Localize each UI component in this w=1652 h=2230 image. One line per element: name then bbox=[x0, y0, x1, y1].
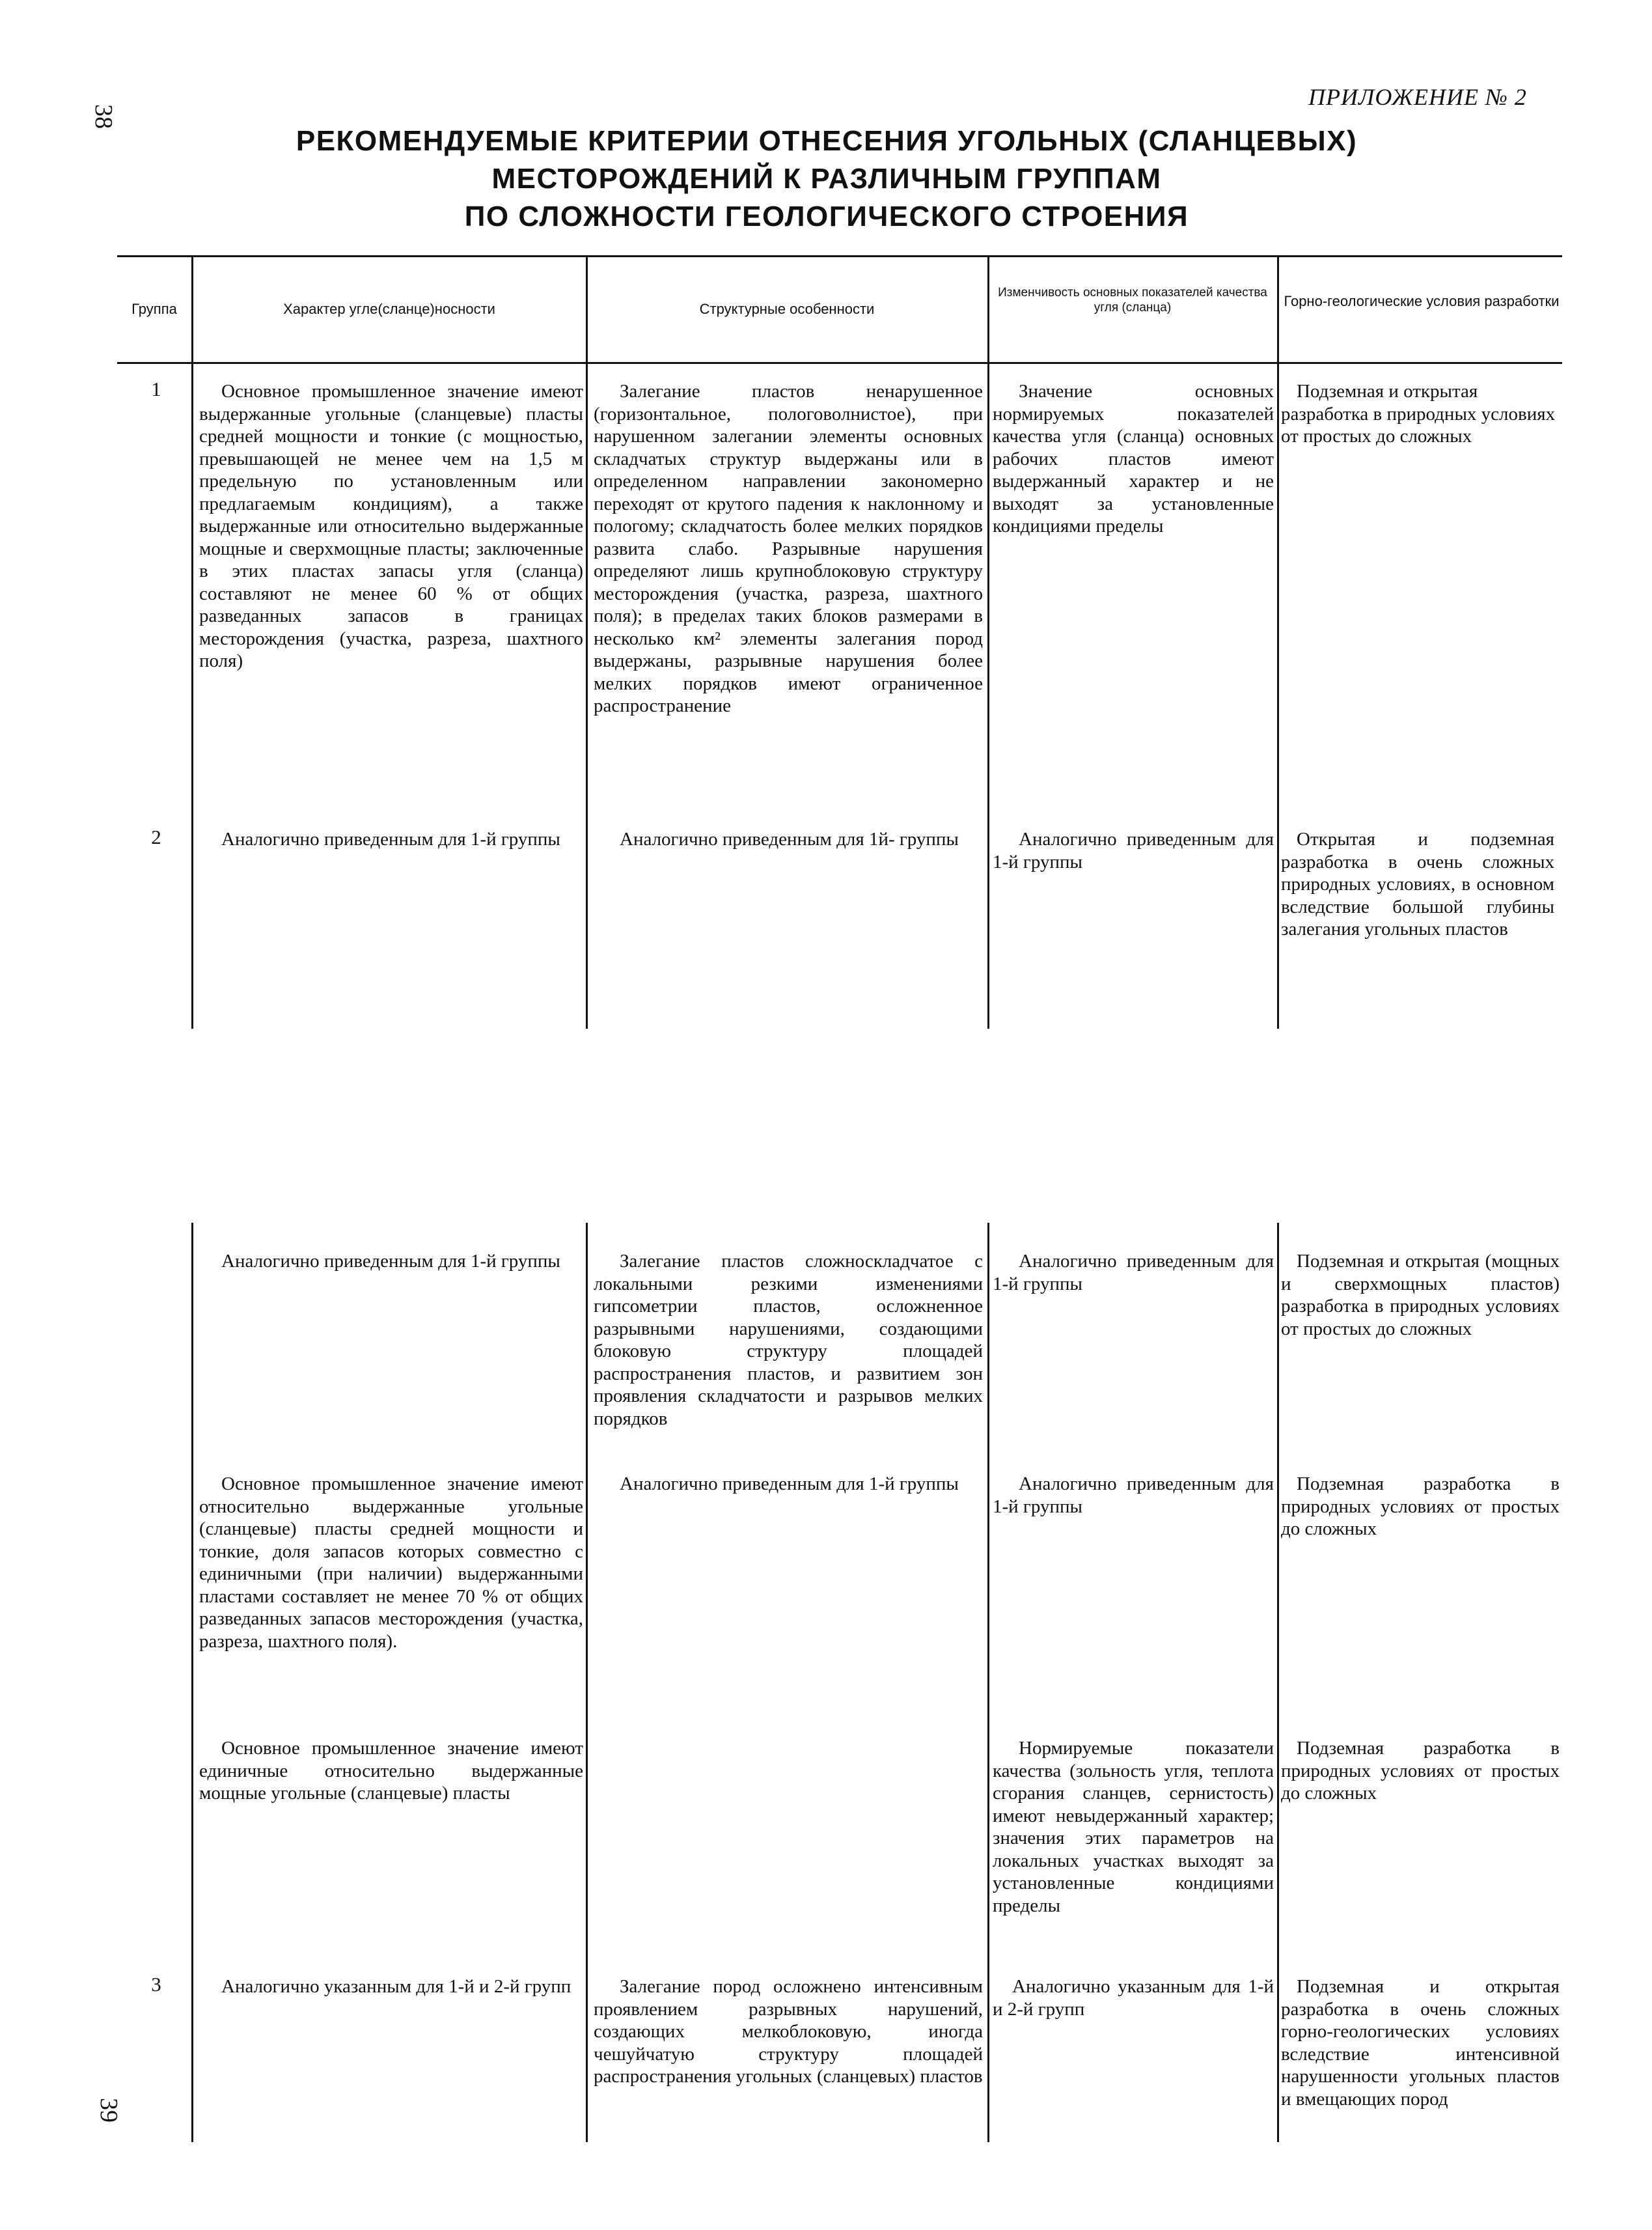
cell-structure: Аналогично приведенным для 1й- группы bbox=[620, 829, 959, 850]
cell-structure: Залегание пластов ненарушенное (горизонтальное, пологоволнистое), при нарушенном залегании элементы основных складчатых структур выдержаны или в определенном направлении закономерно переходят от крутого падения к наклонному и пологому; складчатость более мелких порядков развита слабо. Разрывные нарушения определяют лишь крупноблоковую структуру месторождения (участка, разреза, шахтного поля); в пределах таких блоков размерами в несколько км² элементы залегания пород выдержаны, разрывные нарушения более мелких порядков имеют ограниченное распространение bbox=[594, 381, 983, 716]
header-character: Характер угле(сланце)носности bbox=[283, 301, 495, 317]
column-divider bbox=[1277, 1223, 1279, 2142]
cell-mining: Подземная разработка в природных условиях от простых до сложных bbox=[1281, 1473, 1560, 1539]
column-divider bbox=[191, 1223, 193, 2142]
title-line: МЕСТОРОЖДЕНИЙ К РАЗЛИЧНЫМ ГРУППАМ bbox=[491, 163, 1162, 195]
group-number: 3 bbox=[151, 1973, 161, 1996]
cell-character: Аналогично указанным для 1-й и 2-й групп bbox=[221, 1976, 571, 1997]
cell-character: Аналогично приведенным для 1-й группы bbox=[221, 829, 560, 850]
cell-mining: Подземная и открытая разработка в очень сложных горно-геологических условиях вследствие интенсивной нарушенности угольных пластов и вмещающих пород bbox=[1281, 1976, 1560, 2110]
document-title bbox=[130, 122, 1523, 236]
title-line: РЕКОМЕНДУЕМЫЕ КРИТЕРИИ ОТНЕСЕНИЯ УГОЛЬНЫХ (СЛАНЦЕВЫХ) bbox=[296, 125, 1358, 157]
cell-variability: Аналогично приведенным для 1-й группы bbox=[993, 829, 1274, 872]
column-divider bbox=[987, 1223, 989, 2142]
group-number: 2 bbox=[151, 826, 161, 848]
header-mining: Горно-геологические условия разработки bbox=[1284, 293, 1560, 309]
table-top-rule bbox=[117, 255, 1562, 257]
cell-structure: Залегание пластов сложноскладчатое с локальными резкими изменениями гипсометрии пластов, осложненное разрывными нарушениями, создающими блоковую структуру площадей распространения пластов, и развитием зон проявления складчатости и разрывов мелких порядков bbox=[594, 1251, 983, 1429]
column-divider bbox=[987, 255, 989, 1029]
header-structure: Структурные особенности bbox=[699, 301, 875, 317]
cell-character: Аналогично приведенным для 1-й группы bbox=[221, 1251, 560, 1272]
cell-variability: Нормируемые показатели качества (зольность угля, теплота сгорания сланцев, сернистость) имеют невыдержанный характер; значения этих параметров на локальных участках выходят за установленные кондициями пределы bbox=[993, 1738, 1274, 1916]
header-variability: Изменчивость основных показателей качества угля (сланца) bbox=[998, 286, 1267, 314]
page-number-right: 39 bbox=[95, 2098, 122, 2123]
cell-structure: Залегание пород осложнено интенсивным проявлением разрывных нарушений, создающих мелкоблоковую, иногда чешуйчатую структуру площадей распространения угольных (сланцевых) пластов bbox=[594, 1976, 983, 2087]
cell-variability: Значение основных нормируемых показателей качества угля (сланца) основных рабочих пластов имеют выдержанный характер и не выходят за установленные кондициями пределы bbox=[993, 381, 1274, 537]
title-line: ПО СЛОЖНОСТИ ГЕОЛОГИЧЕСКОГО СТРОЕНИЯ bbox=[464, 201, 1189, 232]
cell-mining: Подземная и открытая (мощных и сверхмощных пластов) разработка в природных условиях от простых до сложных bbox=[1281, 1251, 1560, 1339]
cell-structure: Аналогично приведенным для 1-й группы bbox=[620, 1473, 959, 1494]
cell-variability: Аналогично приведенным для 1-й группы bbox=[993, 1251, 1274, 1294]
column-divider bbox=[586, 1223, 588, 2142]
appendix-label: ПРИЛОЖЕНИЕ № 2 bbox=[1308, 84, 1527, 110]
cell-mining: Открытая и подземная разработка в очень сложных природных условиях, в основном вследствие большой глубины залегания угольных пластов bbox=[1281, 829, 1554, 940]
table-header-rule bbox=[117, 362, 1562, 364]
page-number-left: 38 bbox=[90, 104, 117, 129]
cell-mining: Подземная разработка в природных условиях от простых до сложных bbox=[1281, 1738, 1560, 1804]
column-divider bbox=[1277, 255, 1279, 1029]
cell-character: Основное промышленное значение имеют относительно выдержанные угольные (сланцевые) пласты средней мощности и тонкие, доля запасов которых совместно с единичными (при наличии) выдержанными пластами составляет не менее 70 % от общих разведанных запасов месторождения (участка, разреза, шахтного поля). bbox=[199, 1473, 583, 1652]
header-group: Группа bbox=[131, 301, 177, 317]
cell-variability: Аналогично указанным для 1-й и 2-й групп bbox=[993, 1976, 1274, 2020]
cell-variability: Аналогично приведенным для 1-й группы bbox=[993, 1473, 1274, 1517]
cell-character: Основное промышленное значение имеют выдержанные угольные (сланцевые) пласты средней мощности и тонкие (с мощностью, превышающей не менее чем на 1,5 м предельную по установленным или предлагаемым кондициям), а также выдержанные или относительно выдержанные мощные и сверхмощные пласты; заключенные в этих пластах запасы угля (сланца) составляют не менее 60 % от общих разведанных запасов в границах месторождения (участка, разреза, шахтного поля) bbox=[199, 381, 583, 671]
cell-mining: Подземная и открытая разработка в природных условиях от простых до сложных bbox=[1281, 381, 1556, 447]
column-divider bbox=[586, 255, 588, 1029]
cell-character: Основное промышленное значение имеют единичные относительно выдержанные мощные угольные (сланцевые) пласты bbox=[199, 1738, 583, 1804]
group-number: 1 bbox=[151, 378, 161, 400]
column-divider bbox=[191, 255, 193, 1029]
